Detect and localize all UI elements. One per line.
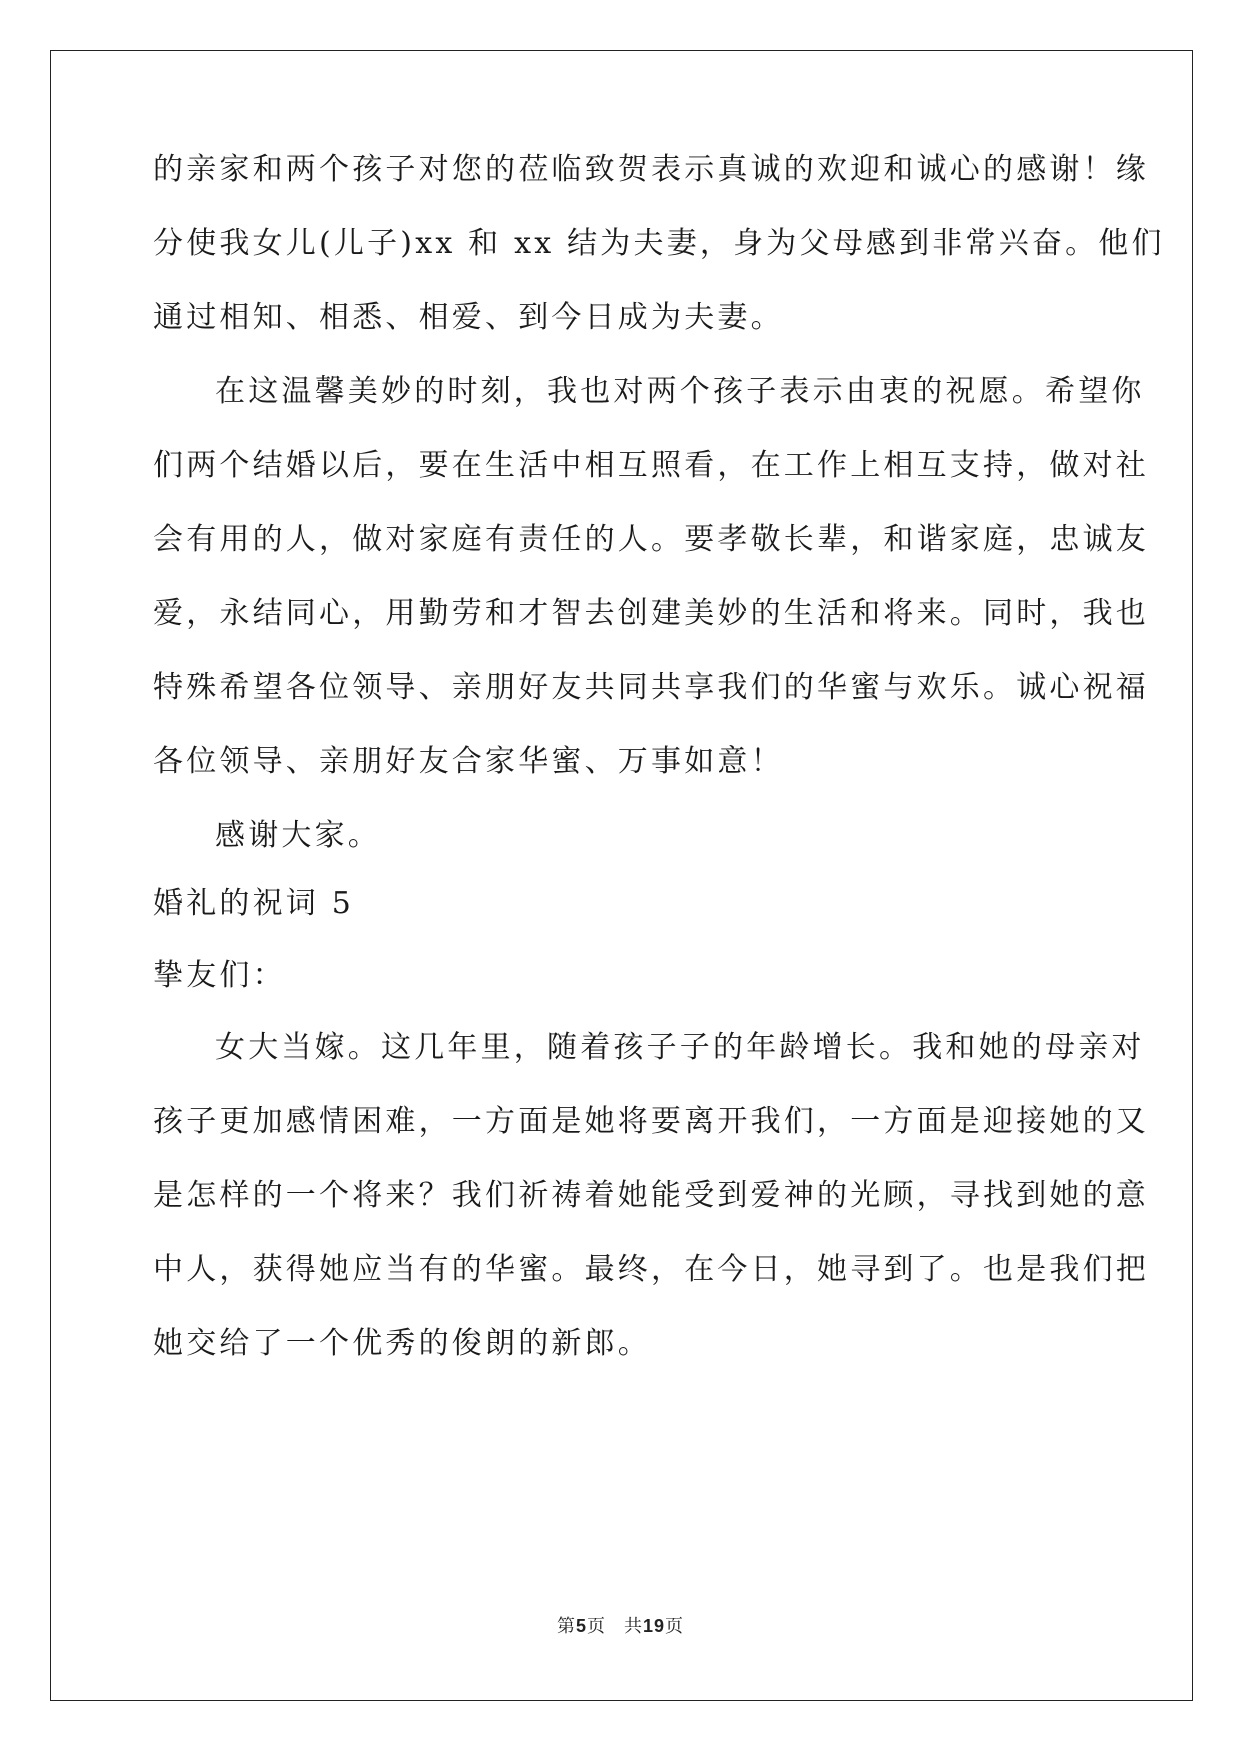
body-text-line: 各位领导、亲朋好友合家华蜜、万事如意！ [153,744,784,779]
body-text-line: 在这温馨美妙的时刻，我也对两个孩子表示由衷的祝愿。希望你 [215,374,1145,409]
total-unit: 页 [665,1616,685,1637]
body-text-line: 是怎样的一个将来？我们祈祷着她能受到爱神的光顾，寻找到她的意 [153,1178,1149,1213]
body-text-line: 通过相知、相悉、相爱、到今日成为夫妻。 [153,300,784,335]
body-text-line: 的亲家和两个孩子对您的莅临致贺表示真诚的欢迎和诚心的感谢！缘 [153,152,1149,187]
body-text-line: 爱，永结同心，用勤劳和才智去创建美妙的生活和将来。同时，我也 [153,596,1149,631]
page-unit: 页 [586,1616,606,1637]
body-text-line: 孩子更加感情困难，一方面是她将要离开我们，一方面是迎接她的又 [153,1104,1149,1139]
body-text-line: 感谢大家。 [215,818,381,853]
salutation: 挚友们： [153,958,286,993]
page-indicator [0,1614,1241,1639]
body-text-line: 特殊希望各位领导、亲朋好友共同共享我们的华蜜与欢乐。诚心祝福 [153,670,1149,705]
body-text-line: 们两个结婚以后，要在生活中相互照看，在工作上相互支持，做对社 [153,448,1149,483]
body-text-line: 女大当嫁。这几年里，随着孩子子的年龄增长。我和她的母亲对 [215,1030,1145,1065]
current-page-number: 5 [575,1616,587,1636]
section-heading: 婚礼的祝词 5 [153,886,355,921]
page-prefix: 第 [556,1616,576,1637]
body-text-line: 分使我女儿(儿子)xx 和 xx 结为夫妻，身为父母感到非常兴奋。他们 [153,226,1165,261]
body-text-line: 她交给了一个优秀的俊朗的新郎。 [153,1326,651,1361]
total-page-number: 19 [642,1616,666,1636]
body-text-line: 会有用的人，做对家庭有责任的人。要孝敬长辈，和谐家庭，忠诚友 [153,522,1149,557]
total-prefix: 共 [623,1616,643,1637]
body-text-line: 中人，获得她应当有的华蜜。最终，在今日，她寻到了。也是我们把 [153,1252,1149,1287]
